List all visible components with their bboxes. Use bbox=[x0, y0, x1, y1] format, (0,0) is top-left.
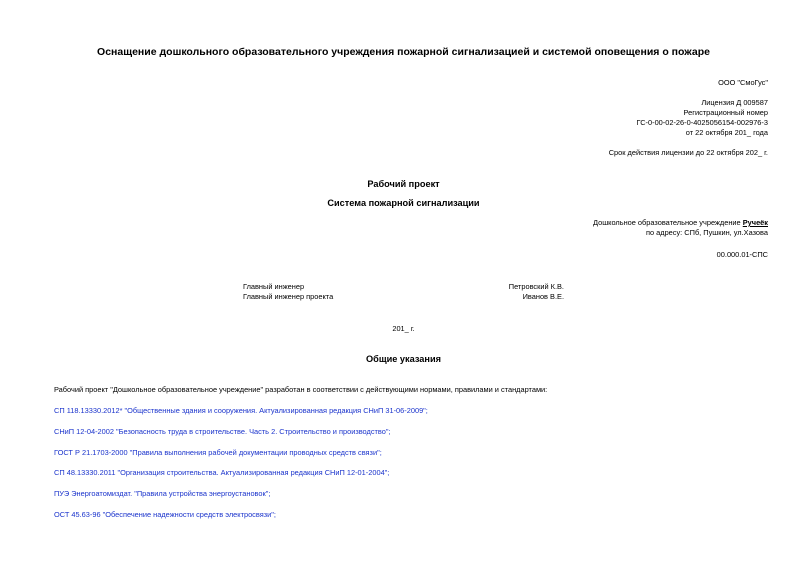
client-address: по адресу: СПб, Пушкин, ул.Хазова bbox=[645, 228, 768, 237]
client-name: Ручеёк bbox=[742, 218, 768, 227]
license-number: Лицензия Д 009587 bbox=[701, 98, 768, 107]
client-line bbox=[593, 218, 768, 227]
reference-link[interactable]: ГОСТ Р 21.1703-2000 "Правила выполнения рабочей документации проводных средств связи"; bbox=[54, 448, 382, 457]
signature-name: Петровский К.В. bbox=[508, 282, 564, 291]
reference-link[interactable]: ПУЭ Энергоатомиздат. "Правила устройства энергоустановок"; bbox=[54, 489, 271, 498]
registration-date: от 22 октября 201_ года bbox=[685, 128, 768, 137]
signature-role: Главный инженер проекта bbox=[243, 292, 334, 301]
system-title: Система пожарной сигнализации bbox=[327, 198, 480, 208]
signature-role: Главный инженер bbox=[243, 282, 305, 291]
registration-number: ГС-0-00-02-26-0-4025056154-002976-3 bbox=[636, 118, 768, 127]
client-prefix: Дошкольное образовательное учреждение bbox=[593, 218, 741, 227]
registration-label: Регистрационный номер bbox=[683, 108, 768, 117]
section-title: Общие указания bbox=[366, 354, 441, 364]
license-validity: Срок действия лицензии до 22 октября 202_ г. bbox=[608, 148, 768, 157]
reference-link[interactable]: СП 118.13330.2012* "Общественные здания и сооружения. Актуализированная редакция СНиП 31-06-2009"; bbox=[54, 406, 428, 415]
reference-link[interactable]: СП 48.13330.2011 "Организация строительства. Актуализированная редакция СНиП 12-01-2004"; bbox=[54, 468, 390, 477]
company-name: ООО "СмоГус" bbox=[718, 78, 768, 87]
intro-text: Рабочий проект "Дошкольное образовательное учреждение" разработан в соответствии с действующими нормами, правилами и стандартами: bbox=[54, 385, 548, 394]
signature-name: Иванов В.Е. bbox=[522, 292, 564, 301]
document-code: 00.000.01-СПС bbox=[716, 250, 768, 259]
project-type: Рабочий проект bbox=[367, 179, 440, 189]
main-title: Оснащение дошкольного образовательного учреждения пожарной сигнализацией и системой оповещения о пожаре bbox=[97, 46, 710, 58]
reference-link[interactable]: СНиП 12-04-2002 "Безопасность труда в строительстве. Часть 2. Строительство и производство"; bbox=[54, 427, 391, 436]
reference-link[interactable]: ОСТ 45.63-96 "Обеспечение надежности средств электросвязи"; bbox=[54, 510, 276, 519]
document-year: 201_ г. bbox=[392, 324, 415, 333]
